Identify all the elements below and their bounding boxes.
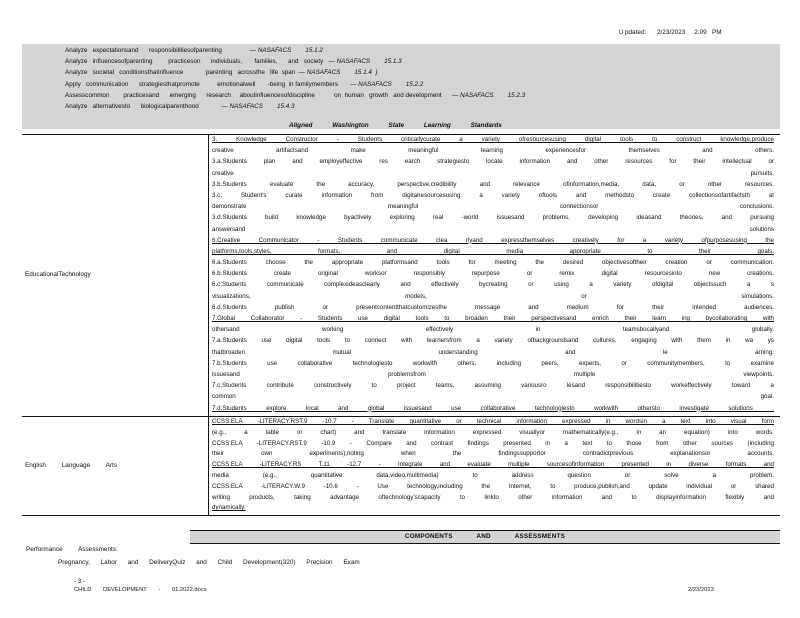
standard-code: NASAFACS 15.4.3 xyxy=(229,103,295,110)
aligned-standards-heading: Aligned Washington State Learning Standards xyxy=(289,122,502,129)
standard-line: dynamically. xyxy=(212,504,246,512)
updated-stamp xyxy=(615,21,722,36)
standard-line: (e.g., a table or chart) and translate information expressed visuallyor mathematically(e.g., in an equation) into words. xyxy=(212,428,774,436)
updated-time: 2:09 PM xyxy=(694,28,722,36)
standard-line: 6.d.Students publish or presentcontentthatcustomizesthe message and medium for their intended audiences. xyxy=(212,303,774,311)
row-label-educational-technology: EducationalTechnology xyxy=(25,271,91,278)
standard-line: 7.a.Students use digital tools to connect with learnersfrom a variety ofbackgroundsand cultures, engaging with them in wa ys xyxy=(212,337,774,345)
standard-description: Analyze influencesofparenting practiceson individuals, families, and society — xyxy=(65,58,337,66)
standard-line: CCSS.ELA -LITERACY.RST.9 -10.7 - Translate quantitative or technical information expressed in wordsin a text into visual form xyxy=(212,418,774,425)
standard-line: 6.Creative Communicator - Students communicate clea rlyand expressthemselves creatively for a variety ofpurposesusing the xyxy=(212,236,774,244)
performance-quiz-item xyxy=(40,559,360,567)
standard-line: media (e.g., quantitative data,video,multimedia) to address question or solve a problem. xyxy=(212,471,774,479)
standard-line: 3.c. Student's curate information from digitalresourcesusing a variety oftools and methodsto create collectionsofartifactsth at xyxy=(212,191,774,199)
educational-technology-standards xyxy=(212,136,774,416)
footer-date: 2/23/2023 xyxy=(688,587,714,593)
standard-line: 7.d.Students explore local and global issuesand use collaborative technologiesto workwith othersto investigate solutions . xyxy=(212,404,774,412)
standard-line: 6.c.Students communicate complexideasclearly and effectively bycreating or using a variety ofdigital objectssuch a s xyxy=(212,281,774,289)
standard-line: 3.a.Students plan and employeffective res earch strategiesto locate information and other resources for their intellectual or xyxy=(212,158,774,166)
standard-line: 7.b.Students use collaborative technologiesto workwith others, including peers, experts, or communitymembers, to examine xyxy=(212,359,774,367)
components-assessments-bar xyxy=(190,530,780,544)
standard-text xyxy=(65,81,423,89)
standard-line: writing products, taking advantage oftechnology'scapacity to linkto other information and to displayinformation flexibly and xyxy=(212,493,774,501)
standard-description: Apply communication strategiesthatpromote emotionalwell -being in familymembers — xyxy=(65,80,359,88)
standard-text xyxy=(65,69,377,77)
standard-line: CCSS.ELA -LITERACY.W.9 -10.6 - Use technology,including the Internet, to produce,publish,and update individual or shared xyxy=(212,482,774,490)
standard-text xyxy=(65,103,295,111)
standard-line: 3. Knowledge Constructor - Students criticallycurate a variety ofresourcesusing digital tools to construct knowledge,produce xyxy=(212,136,774,143)
updated-label: U pdated: xyxy=(618,28,647,36)
updated-date: 2/23/2023 xyxy=(656,28,686,36)
standard-text xyxy=(65,47,323,55)
performance-assessments-label: Performance Assessments: xyxy=(26,546,118,553)
nasafacs-standards-block xyxy=(22,44,780,129)
standard-description: Assesscommon practicesand emerging research aboutinfluencesofdiscipline on human growth and development — xyxy=(65,91,461,99)
standard-line: common goal. xyxy=(212,393,774,401)
footer-document-name: CHILD DEVELOPMENT - 01.2022.docx xyxy=(74,587,207,593)
standard-description: Analyze alternativesto biologicalparenthood — xyxy=(65,103,230,110)
standard-text xyxy=(65,58,402,66)
standard-description: Analyze expectationsand responsibilitiesofparenting — xyxy=(65,47,258,54)
page-number: - 3 - xyxy=(74,578,86,585)
standard-line: CCSS.ELA -LITERACY.RS T.11 -12.7 - Integrate and evaluate multiple sourcesofinformation presented in diverse formats and xyxy=(212,461,774,469)
standard-line: 3.d.Students build knowledge byactively exploring real -world issuesand problems, developing ideasand theories, and pursuing xyxy=(212,214,774,222)
standard-code: NASAFACS 15.1.4 ) xyxy=(306,69,378,77)
standard-line: 7.c.Students contribute constructively to project teams, assuming variousro lesand responsibilitiesto workeffectively toward a xyxy=(212,382,774,390)
standard-line: 3.b.Students evaluate the accuracy, perspective,credibility and relevance ofinformation,media, data, or other resources. xyxy=(212,180,774,188)
standard-line: issuesand problemsfrom multiple viewpoints. xyxy=(212,370,774,378)
standard-line: answersand solutions xyxy=(212,225,774,233)
standard-description: Analyze societal conditionsthatinfluence parenting acrossthe life span — xyxy=(65,69,307,77)
standard-line: their own experiments),noting when the findingssupportor contradictprevious explanationsor accounts. xyxy=(212,450,774,458)
standard-line: creative artifactsand make meaningful learning experiencesfor themselves and others. xyxy=(212,147,774,155)
standard-line: 6.a.Students choose the appropriate platformsand tools for meeting the desired objectivesoftheir creation or communication. xyxy=(212,259,774,267)
standard-code: NASAFACS 15.1.3 xyxy=(336,58,402,66)
standard-line: CCSS.ELA -LITERACY.RST.9 -10.9 - Compare and contrast findings presented in a text to those from other sources (including xyxy=(212,439,774,447)
standard-code: NASAFACS 15.1.2 xyxy=(257,47,323,54)
standard-line: othersand working effectively in teamsbocallyand globally. xyxy=(212,326,774,334)
standard-line: 6.b.Students create original worksor responsibly repurpose or remix digital resourcesinto new creations. xyxy=(212,270,774,278)
standard-code: NASAFACS 15.2.2 xyxy=(358,80,424,88)
standard-text xyxy=(65,92,525,100)
components-assessments-title: COMPONENTS AND ASSESSMENTS xyxy=(404,533,566,540)
standard-line: thatbroaden mutual understanding and le arning. xyxy=(212,348,774,356)
standard-code: NASAFACS 15.2.3 xyxy=(460,91,526,99)
standard-line: demonstrate meaningful connectionsor conclusions. xyxy=(212,203,774,211)
quiz-item-text: Pregnancy, Labor and DeliveryQuiz and Child Development(320) Precision Exam xyxy=(58,559,360,566)
standards-table xyxy=(22,134,780,516)
row-label-english-language-arts: English Language Arts xyxy=(25,462,117,469)
english-language-arts-standards xyxy=(212,418,774,515)
standard-line: creative pursuits. xyxy=(212,169,774,177)
table-row-educational-technology xyxy=(22,135,780,416)
standard-line: 7.Global Collaborator - Students use digital tools to broaden their perspectivesand enrich their learn ing bycollaborating with xyxy=(212,315,774,322)
standard-line: platforms,tools,styles, formats, and digital media appropriate to their goals. xyxy=(212,247,774,255)
standard-line: visualizations, models, or simulations. xyxy=(212,292,774,300)
table-row-english-language-arts xyxy=(22,417,780,515)
